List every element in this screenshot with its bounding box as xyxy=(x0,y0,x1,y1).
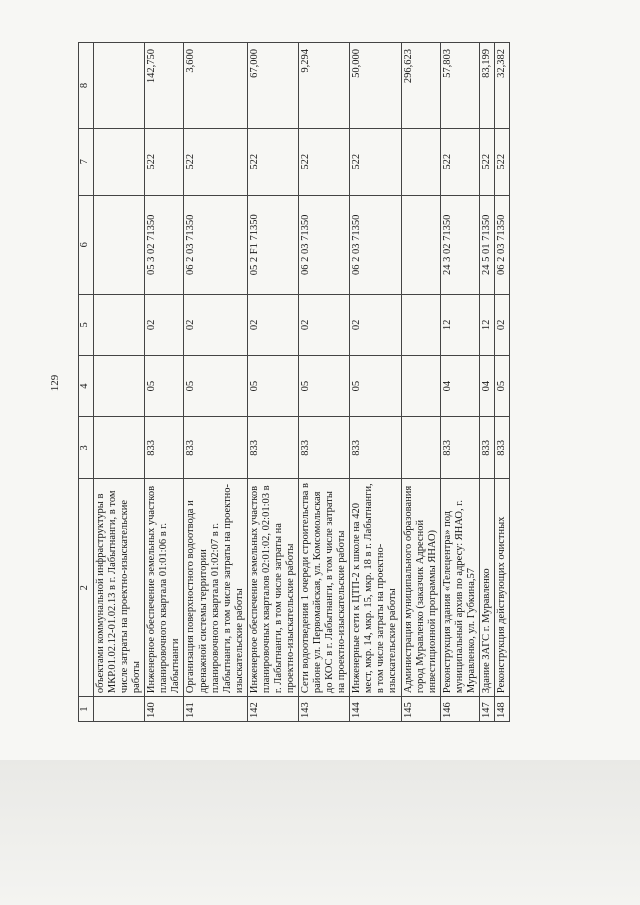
cell-col5: 02 xyxy=(299,295,350,356)
cell-col6: 06 2 03 71350 xyxy=(184,195,247,295)
table-row xyxy=(479,43,494,722)
column-header: 7 xyxy=(79,128,94,195)
cell-col4: 04 xyxy=(479,355,494,417)
column-header: 4 xyxy=(79,355,94,417)
scan-margin xyxy=(0,760,640,905)
cell-col4 xyxy=(401,355,440,417)
cell-col3: 833 xyxy=(145,417,184,479)
table-row xyxy=(350,43,401,722)
row-name: Сети водоотведения 1 очереди строительства в районе ул. Первомайская, ул. Комсомольская до КОС в г. Лабытнанги, в том числе затраты на проектно-изыскательские работы xyxy=(299,479,350,697)
cell-col8 xyxy=(94,43,145,129)
cell-col7: 522 xyxy=(350,128,401,195)
cell-col8: 3,600 xyxy=(184,43,247,129)
cell-col5: 02 xyxy=(184,295,247,356)
table-header-row xyxy=(79,43,94,722)
cell-col5: 12 xyxy=(479,295,494,356)
column-header: 5 xyxy=(79,295,94,356)
row-number: 145 xyxy=(401,697,440,722)
row-number: 148 xyxy=(494,697,509,722)
cell-col6 xyxy=(401,195,440,295)
table-row xyxy=(184,43,247,722)
row-name: Администрация муниципального образования город Муравленко (заказчик Адресной инвестиционной программы ЯНАО) xyxy=(401,479,440,697)
row-number: 140 xyxy=(145,697,184,722)
cell-col5: 02 xyxy=(247,295,298,356)
cell-col3: 833 xyxy=(184,417,247,479)
cell-col4: 05 xyxy=(299,355,350,417)
cell-col3: 833 xyxy=(350,417,401,479)
row-name: Инженерное обеспечение земельных участков планировочных кварталов 02:01:02, 02:01:03 в г. Лабытнанги, в том числе затраты на проектно-изыскательские работы xyxy=(247,479,298,697)
table-row xyxy=(494,43,509,722)
cell-col5 xyxy=(401,295,440,356)
cell-col7: 522 xyxy=(145,128,184,195)
row-name: Инженерные сети к ЦТП-2 к школе на 420 мест, мкр. 14, мкр. 15, мкр. 18 в г. Лабытнанги, в том числе затраты на проектно-изыскательские работы xyxy=(350,479,401,697)
cell-col4: 05 xyxy=(350,355,401,417)
cell-col7: 522 xyxy=(299,128,350,195)
cell-col7 xyxy=(94,128,145,195)
cell-col3: 833 xyxy=(440,417,479,479)
row-number: 146 xyxy=(440,697,479,722)
cell-col4: 05 xyxy=(247,355,298,417)
cell-col8: 296,623 xyxy=(401,43,440,129)
row-number: 147 xyxy=(479,697,494,722)
cell-col4: 05 xyxy=(494,355,509,417)
cell-col7: 522 xyxy=(440,128,479,195)
row-name: Инженерное обеспечение земельных участков планировочного квартала 01:01:06 в г. Лабытнанги xyxy=(145,479,184,697)
cell-col6: 06 2 03 71350 xyxy=(350,195,401,295)
column-header: 6 xyxy=(79,195,94,295)
cell-col8: 142,750 xyxy=(145,43,184,129)
row-number: 143 xyxy=(299,697,350,722)
table-row xyxy=(401,43,440,722)
cell-col8: 57,803 xyxy=(440,43,479,129)
cell-col3: 833 xyxy=(494,417,509,479)
cell-col3: 833 xyxy=(299,417,350,479)
cell-col4: 04 xyxy=(440,355,479,417)
column-header: 2 xyxy=(79,479,94,697)
row-number: 142 xyxy=(247,697,298,722)
table-row xyxy=(299,43,350,722)
cell-col4 xyxy=(94,355,145,417)
cell-col8: 83,199 xyxy=(479,43,494,129)
column-header: 3 xyxy=(79,417,94,479)
cell-col3 xyxy=(94,417,145,479)
cell-col3: 833 xyxy=(247,417,298,479)
cell-col7 xyxy=(401,128,440,195)
row-name: Реконструкция действующих очистных xyxy=(494,479,509,697)
cell-col7: 522 xyxy=(184,128,247,195)
budget-table-sheet xyxy=(78,42,598,722)
row-number: 144 xyxy=(350,697,401,722)
cell-col6: 05 3 02 71350 xyxy=(145,195,184,295)
column-header: 8 xyxy=(79,43,94,129)
cell-col8: 32,382 xyxy=(494,43,509,129)
cell-col3 xyxy=(401,417,440,479)
row-number xyxy=(94,697,145,722)
table-row xyxy=(94,43,145,722)
cell-col5: 02 xyxy=(350,295,401,356)
row-name: Здание ЗАГС г. Муравленко xyxy=(479,479,494,697)
cell-col3: 833 xyxy=(479,417,494,479)
cell-col6: 06 2 03 71350 xyxy=(494,195,509,295)
cell-col5: 02 xyxy=(494,295,509,356)
cell-col6: 06 2 03 71350 xyxy=(299,195,350,295)
budget-table xyxy=(78,42,510,722)
cell-col7: 522 xyxy=(479,128,494,195)
table-row xyxy=(247,43,298,722)
row-name: объектами коммунальной инфраструктуры в МКР.01.02.12-01.02.13 в г. Лабытнанги, в том числе затраты на проектно-изыскательские работы xyxy=(94,479,145,697)
cell-col5 xyxy=(94,295,145,356)
cell-col4: 05 xyxy=(184,355,247,417)
cell-col6: 05 2 F1 71350 xyxy=(247,195,298,295)
cell-col8: 50,000 xyxy=(350,43,401,129)
table-row xyxy=(145,43,184,722)
cell-col7: 522 xyxy=(247,128,298,195)
cell-col4: 05 xyxy=(145,355,184,417)
cell-col5: 02 xyxy=(145,295,184,356)
table-row xyxy=(440,43,479,722)
cell-col8: 67,000 xyxy=(247,43,298,129)
cell-col8: 9,294 xyxy=(299,43,350,129)
cell-col7: 522 xyxy=(494,128,509,195)
cell-col6: 24 5 01 71350 xyxy=(479,195,494,295)
cell-col6: 24 3 02 71350 xyxy=(440,195,479,295)
page-number: 129 xyxy=(49,374,61,392)
cell-col5: 12 xyxy=(440,295,479,356)
cell-col6 xyxy=(94,195,145,295)
row-number: 141 xyxy=(184,697,247,722)
row-name: Организация поверхностного водоотвода и дренажной системы территории планировочного квартала 01:02:07 в г. Лабытнанги, в том числе затраты на проектно-изыскательские работы xyxy=(184,479,247,697)
column-header: 1 xyxy=(79,697,94,722)
row-name: Реконструкция здания «Телецентра» под муниципальный архив по адресу: ЯНАО, г. Муравленко, ул. Губкина,57 xyxy=(440,479,479,697)
